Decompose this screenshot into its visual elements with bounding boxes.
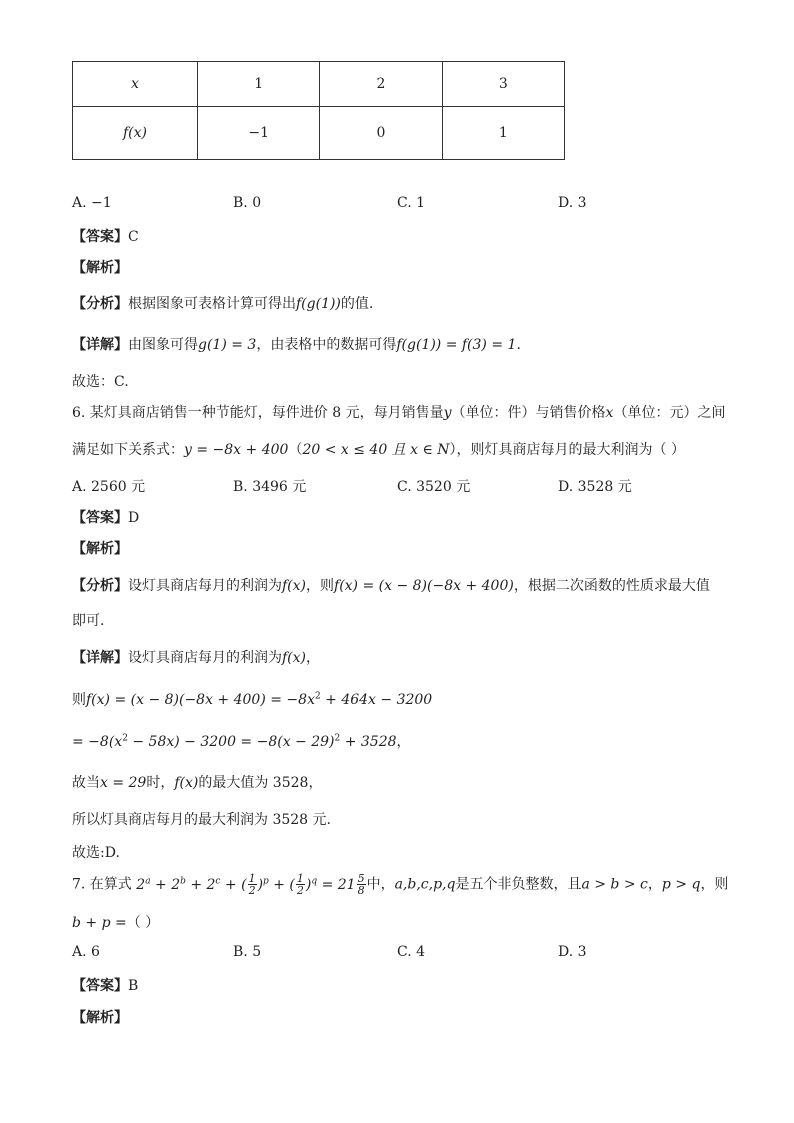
answer-line <box>72 226 139 246</box>
table-cell: 1 <box>442 107 564 160</box>
analysis-tag: 【解析】 <box>72 260 128 276</box>
math-expr: y = −8x + 400 <box>184 442 289 458</box>
math-expr: f(x) = (x − 8)(−8x + 400) <box>334 578 514 594</box>
option-a: A. 6 <box>72 944 100 960</box>
math-expr: f(g(1)) <box>296 296 341 312</box>
table-row <box>73 107 565 160</box>
question-stem-line2 <box>72 439 685 459</box>
derivation-line-4: 所以灯具商店每月的最大利润为 3528 元. <box>72 812 331 828</box>
math-expr: g(1) = 3 <box>198 337 257 353</box>
math-expr: f(x) <box>174 775 199 791</box>
fraction-half: $\frac{1}{2}$ <box>248 872 256 897</box>
table-cell: 2 <box>320 62 442 107</box>
math-expr: + 3528 <box>340 734 397 750</box>
text: ，则 <box>700 876 729 893</box>
math-expr: a > b > c <box>581 876 648 893</box>
math-expr: f(x) = (x − 8)(−8x + 400) = −8x <box>86 692 315 708</box>
math-expr: + 464x − 3200 <box>320 692 433 708</box>
math-expr: − 58x) − 3200 = −8(x − 29) <box>127 734 335 750</box>
option-a: A. 2560 元 <box>72 479 146 495</box>
text: 是五个非负整数，且 <box>455 876 582 893</box>
math-expr: p > q <box>661 876 701 893</box>
analysis-line <box>72 575 710 595</box>
fraction-mixed: $\frac{5}{8}$ <box>357 872 365 897</box>
conclusion: 故选:D. <box>72 845 120 861</box>
var-y: y <box>443 405 452 421</box>
option-b: B. 3496 元 <box>233 479 307 495</box>
text: ，由表格中的数据可得 <box>256 337 397 353</box>
derivation-line-3 <box>72 772 322 792</box>
answer-tag: 【答案】 <box>72 229 128 245</box>
math-expr: = −8(x <box>72 734 123 750</box>
answer-line <box>72 975 138 995</box>
table-cell: x <box>73 62 198 107</box>
text: （ <box>288 442 303 458</box>
text: （单位：件）与销售价格 <box>451 405 606 421</box>
analysis-line <box>72 293 373 313</box>
table-cell: 0 <box>320 107 442 160</box>
text: 故当 <box>72 775 100 791</box>
analysis-tag: 【解析】 <box>72 541 128 557</box>
value-table <box>72 61 565 160</box>
table-cell: 3 <box>442 62 564 107</box>
var-x: x <box>605 405 614 421</box>
option-d: D. 3528 元 <box>558 479 632 495</box>
table-row <box>73 62 565 107</box>
analysis-line-2: 即可. <box>72 613 105 629</box>
answer-value: B <box>128 978 139 994</box>
text: 设灯具商店每月的利润为 <box>128 650 282 666</box>
detail-line <box>72 334 521 354</box>
math-expr: 20 < x ≤ 40 且 x ∈ N <box>302 442 450 458</box>
option-c: C. 3520 元 <box>397 479 471 495</box>
answer-value: C <box>128 229 139 245</box>
text: 的值. <box>340 296 374 312</box>
text: . <box>516 337 521 353</box>
option-c: C. 4 <box>397 944 426 960</box>
detail-tag: 【详解】 <box>72 337 128 353</box>
math-expr: $2^a + 2^b + 2^c$ + ( $\frac{1}{2}$ )$^p$ + ( $\frac{1}{2}$ )$^q$ = 21 $\frac{5}{8}$ <box>136 872 365 897</box>
table-cell: 1 <box>198 62 320 107</box>
text: ，则 <box>306 578 335 594</box>
math-expr: f(x) <box>282 578 307 594</box>
text: 设灯具商店每月的利润为 <box>128 578 282 594</box>
answer-tag: 【答案】 <box>72 978 128 994</box>
text: ， <box>647 876 662 893</box>
text: 满足如下关系式： <box>72 442 184 458</box>
text: 根据图象可表格计算可得出 <box>128 296 296 312</box>
text: 中， <box>366 876 395 893</box>
text: （ ） <box>126 915 160 931</box>
fenxi-tag: 【分析】 <box>72 296 128 312</box>
option-b: B. 5 <box>233 944 262 960</box>
option-c: C. 1 <box>397 195 426 211</box>
option-d: D. 3 <box>558 944 587 960</box>
option-d: D. 3 <box>558 195 587 211</box>
table-cell: f(x) <box>73 107 198 160</box>
fenxi-tag: 【分析】 <box>72 578 128 594</box>
math-expr: a,b,c,p,q <box>394 876 456 893</box>
analysis-tag: 【解析】 <box>72 1010 128 1026</box>
text: 的最大值为 3528， <box>198 775 323 791</box>
answer-line <box>72 507 139 527</box>
derivation-line-2: = $-8(x^2 - 58x) - 3200 = -8(x - 29)^2 + 3528$， <box>72 733 411 750</box>
text: 时， <box>146 775 175 791</box>
answer-tag: 【答案】 <box>72 510 128 526</box>
math-expr: x = 29 <box>100 775 147 791</box>
text: ， <box>396 734 411 750</box>
question-stem-line2 <box>72 912 159 932</box>
text: 6. 某灯具商店销售一种节能灯，每件进价 8 元，每月销售量 <box>72 405 444 421</box>
derivation-line-1: 则$f(x) = (x - 8)(-8x + 400) = -8x^2 + 464x - 3200$ <box>72 691 433 708</box>
text: 7. 在算式 <box>72 876 132 893</box>
detail-line <box>72 647 320 667</box>
detail-tag: 【详解】 <box>72 650 128 666</box>
math-expr: b + p = <box>72 915 127 931</box>
text: （单位：元）之间 <box>613 405 726 421</box>
text: ，根据二次函数的性质求最大值 <box>513 578 710 594</box>
text: 则 <box>72 692 86 708</box>
question-stem <box>72 873 728 896</box>
text: ），则灯具商店每月的最大利润为（ ） <box>449 442 685 458</box>
math-expr: f(x) <box>282 650 307 666</box>
question-stem <box>72 402 725 422</box>
option-b: B. 0 <box>233 195 262 211</box>
option-a: A. −1 <box>72 195 112 211</box>
text: 由图象可得 <box>128 337 198 353</box>
table-cell: −1 <box>198 107 320 160</box>
answer-value: D <box>128 510 140 526</box>
math-expr: f(g(1)) = f(3) = 1 <box>396 337 517 353</box>
conclusion: 故选：C. <box>72 374 129 390</box>
text: ， <box>306 650 321 666</box>
fraction-half: $\frac{1}{2}$ <box>296 872 304 897</box>
